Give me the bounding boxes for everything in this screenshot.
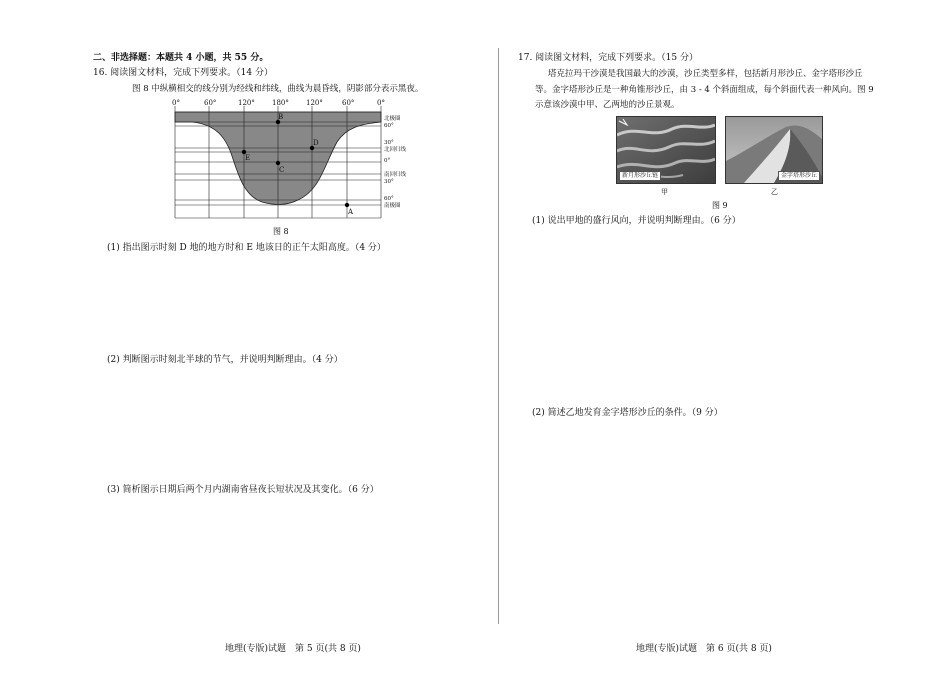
q16-sub1: (1) 指出图示时刻 D 地的地方时和 E 地该日的正午太阳高度。（4 分） [107,243,386,253]
photo2-caption: 金字塔形沙丘 [778,171,820,181]
lat-label: 南回归线 [384,172,407,178]
lon-label: 120° [306,99,323,107]
footer-left: 地理(专版)试题 第 5 页(共 8 页) [225,644,361,654]
lon-label: 0° [172,99,180,107]
section-header: 二、非选择题：本题共 4 小题，共 55 分。 [93,53,269,63]
point-label-b: B [278,113,284,121]
lat-label: 0° [384,158,391,164]
q17-stem: 17. 阅读图文材料，完成下列要求。（15 分） [518,53,698,63]
photo1-label: 甲 [661,188,668,196]
photo1-caption: 新月形沙丘链 [619,171,661,181]
lat-label: 30° [384,140,394,146]
lon-label: 0° [377,99,385,107]
photo2-label: 乙 [771,188,778,196]
photo-pyramid-dune [725,116,823,184]
q16-sub2: (2) 判断图示时刻北半球的节气，并说明判断理由。（4 分） [107,355,343,365]
q17-paragraph-line2: 等。金字塔形沙丘是一种角锥形沙丘，由 3 - 4 个斜面组成，每个斜面代表一种风向。图 9 [535,85,874,95]
figure-9-caption: 图 9 [712,201,728,210]
lat-label: 60° [384,123,394,129]
lat-label: 南极圈 [384,203,401,209]
lat-label: 北回归线 [384,147,407,153]
q17-sub1: (1) 说出甲地的盛行风向，并说明判断理由。（6 分） [532,216,741,226]
q16-description: 图 8 中纵横相交的线分别为经线和纬线，曲线为晨昏线，阴影部分表示黑夜。 [132,84,424,94]
figure-8 [172,100,412,226]
illumination-map [172,100,412,226]
point-label-e: E [245,154,251,162]
q16-stem: 16. 阅读图文材料，完成下列要求。（14 分） [93,68,273,78]
lat-label: 北极圈 [384,116,401,122]
lon-label: 180° [272,99,289,107]
point-label-d: D [313,139,319,147]
lon-label: 60° [342,99,355,107]
lat-label: 60° [384,196,394,202]
q17-paragraph-line1: 塔克拉玛干沙漠是我国最大的沙漠，沙丘类型多样，包括新月形沙丘、金字塔形沙丘 [548,69,863,79]
q17-paragraph-line3: 示意该沙漠中甲、乙两地的沙丘景观。 [535,100,680,110]
footer-right: 地理(专版)试题 第 6 页(共 8 页) [636,644,772,654]
q16-sub3: (3) 简析图示日期后两个月内湖南省昼夜长短状况及其变化。（6 分） [107,485,379,495]
lat-label: 30° [384,179,394,185]
q17-sub2: (2) 简述乙地发育金字塔形沙丘的条件。（9 分） [532,408,723,418]
lon-label: 120° [238,99,255,107]
page-divider [498,48,499,624]
photo-crescent-dunes [616,116,716,184]
point-label-a: A [348,208,354,216]
lon-label: 60° [204,99,217,107]
point-label-c: C [279,166,285,174]
figure-8-caption: 图 8 [273,227,289,236]
